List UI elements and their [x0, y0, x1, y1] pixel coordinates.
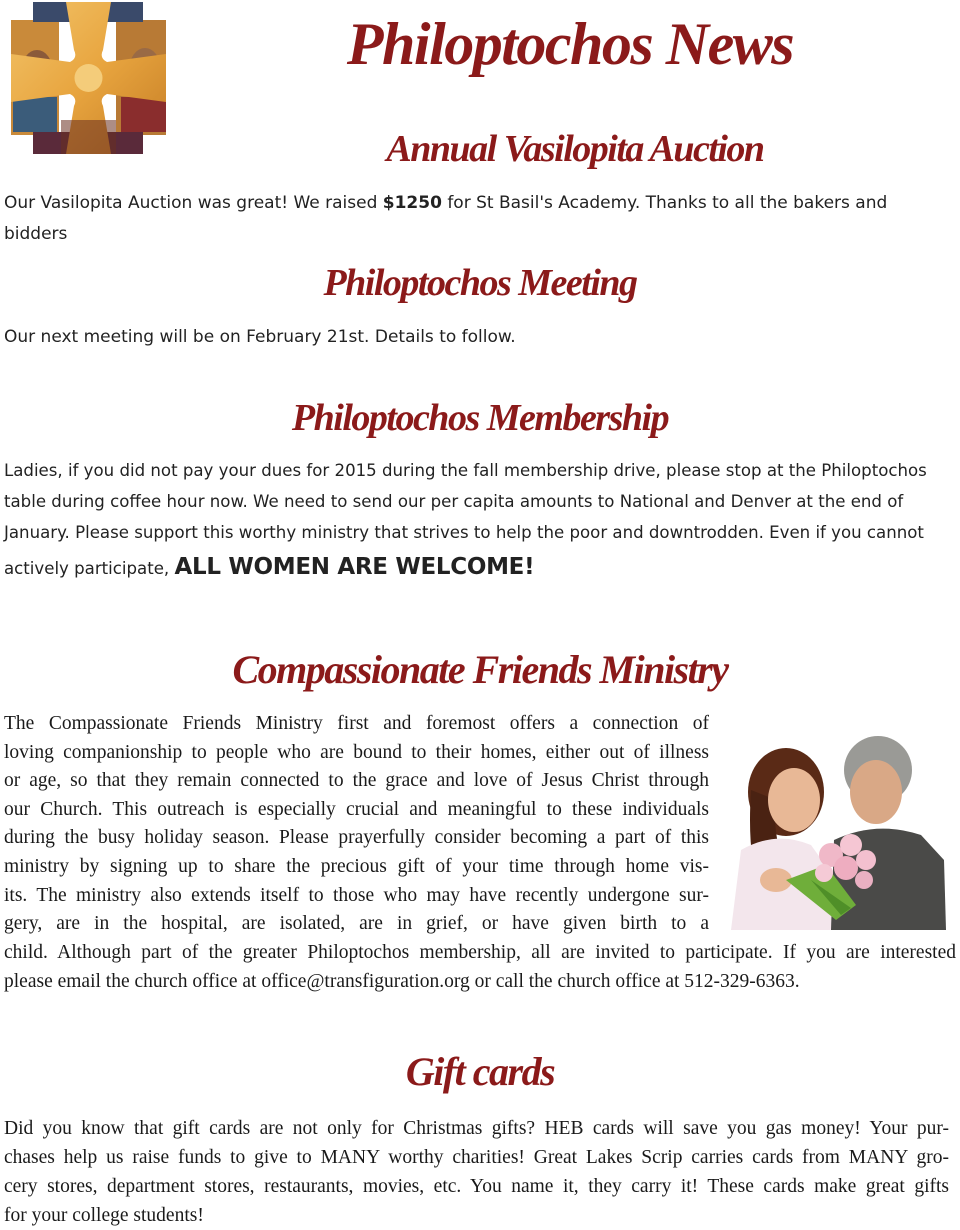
giftcards-heading: Gift cards — [405, 1049, 555, 1094]
compassionate-line: The Compassionate Friends Ministry first and foremost offers a connection of — [4, 713, 709, 734]
compassionate-line: loving companionship to people who are bound to their homes, either out of illness — [4, 741, 709, 763]
auction-heading: Annual Vasilopita Auction — [386, 128, 764, 170]
auction-text — [4, 188, 952, 250]
compassionate-line: or age, so that they remain connected to the grace and love of Jesus Christ through — [4, 770, 709, 792]
giftcards-line: cery stores, department stores, restaurants, movies, etc. You name it, they carry it! These cards make great gifts — [4, 1176, 949, 1197]
giftcards-line: Did you know that gift cards are not only for Christmas gifts? HEB cards will save you gas money! Your pur- — [4, 1118, 949, 1139]
auction-amount: $1250 — [382, 193, 442, 213]
membership-heading: Philoptochos Membership — [291, 397, 669, 439]
auction-line-1: Our Vasilopita Auction was great! We raised $1250 for St Basil's Academy. Thanks to all the bakers and — [4, 193, 888, 213]
membership-line-1: Ladies, if you did not pay your dues for 2015 during the fall membership drive, please stop at the Philoptochos — [4, 461, 927, 480]
two-women-flowers-photo — [716, 730, 946, 930]
page-title: Philoptochos News — [346, 11, 794, 77]
meeting-text: Our next meeting will be on February 21st. Details to follow. — [4, 327, 516, 347]
auction-line-2: bidders — [4, 224, 68, 244]
compassionate-line: ministry by signing up to share the precious gift of your time through home vis- — [4, 855, 709, 877]
giftcards-line: chases help us raise funds to give to MANY worthy charities! Great Lakes Scrip carries cards from MANY gro- — [4, 1147, 949, 1168]
compassionate-line: its. The ministry also extends itself to those who may have recently undergone sur- — [4, 884, 709, 906]
compassionate-heading: Compassionate Friends Ministry — [232, 647, 728, 692]
welcome-callout: ALL WOMEN ARE WELCOME! — [174, 554, 535, 580]
giftcards-text — [4, 1114, 949, 1230]
compassionate-line: during the busy holiday season. Please prayerfully consider becoming a part of this — [4, 827, 709, 849]
compassionate-text — [4, 710, 709, 939]
membership-line-2: table during coffee hour now. We need to send our per capita amounts to National and Denver at the end of — [4, 492, 904, 511]
compassionate-line: our Church. This outreach is especially crucial and meaningful to these individuals — [4, 798, 709, 820]
membership-text — [4, 455, 952, 584]
meeting-heading: Philoptochos Meeting — [323, 262, 637, 304]
membership-line-3: January. Please support this worthy ministry that strives to help the poor and downtrodden. Even if you cannot — [4, 523, 924, 542]
contact-line: please email the church office at office@transfiguration.org or call the church office at 512-329-6363. — [4, 970, 800, 992]
membership-line-4: actively participate, ALL WOMEN ARE WELCOME! — [4, 554, 535, 580]
compassionate-line: gery, are in the hospital, are isolated, are in grief, or have given birth to a — [4, 913, 709, 935]
giftcards-line: for your college students! — [4, 1205, 204, 1226]
compassionate-line: child. Although part of the greater Philoptochos membership, all are invited to participate. If you are interested — [4, 942, 956, 963]
compassionate-text-full — [4, 939, 956, 996]
